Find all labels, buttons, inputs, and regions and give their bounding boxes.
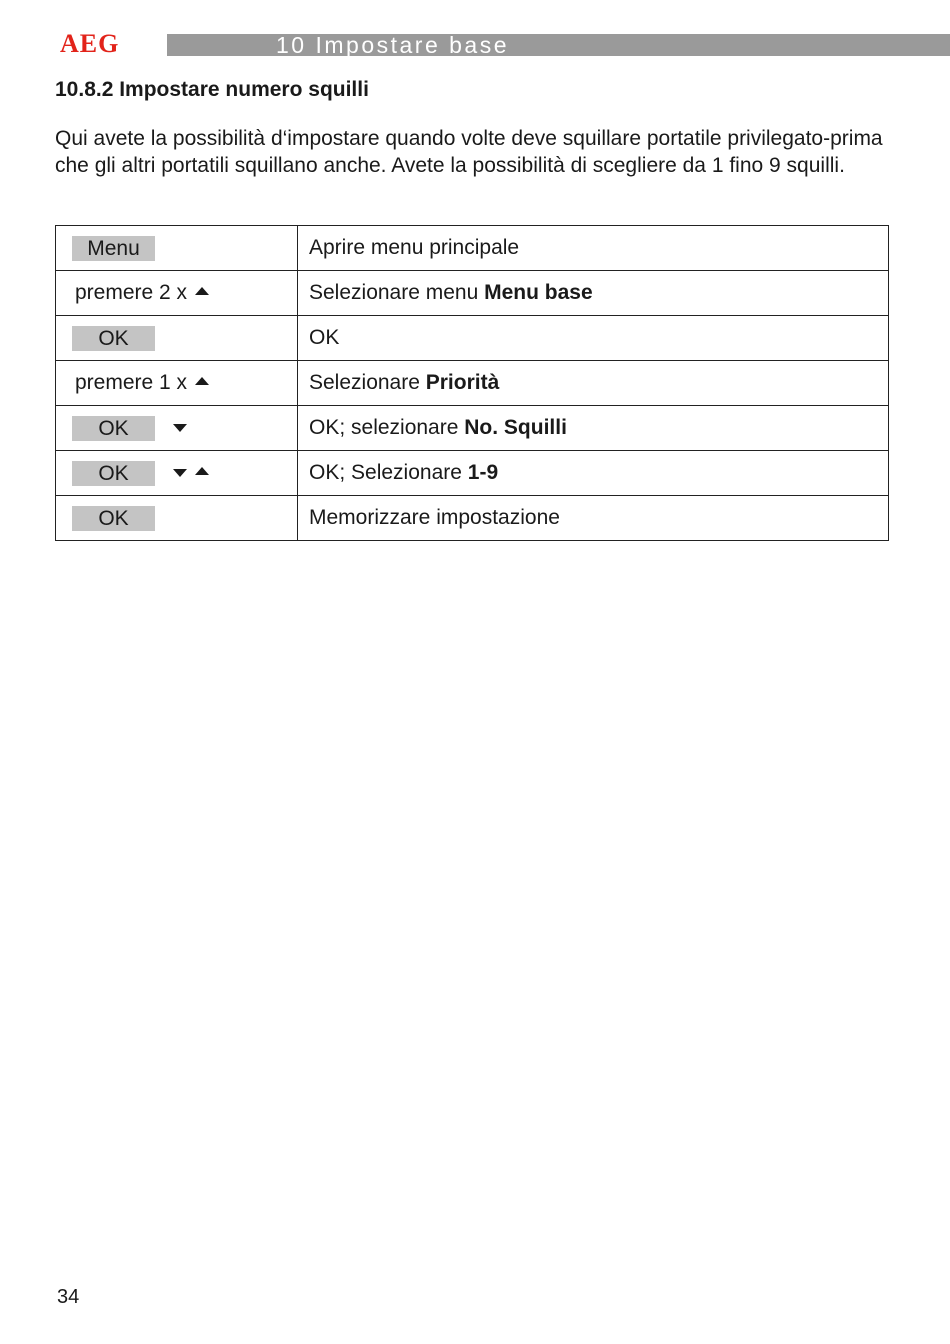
step-description: Memorizzare impostazione <box>309 506 560 529</box>
table-row <box>56 496 889 541</box>
table-row <box>56 316 889 361</box>
triangle-down-icon <box>173 424 187 432</box>
desc-cell <box>298 361 889 406</box>
step-description-bold: 1-9 <box>467 461 499 484</box>
desc-cell <box>298 226 889 271</box>
chapter-title: 10 Impostare base <box>276 32 510 58</box>
ok-key: OK <box>72 326 155 351</box>
key-cell <box>56 226 298 271</box>
step-description-bold: Menu base <box>484 281 593 304</box>
desc-cell <box>298 271 889 316</box>
ok-key: OK <box>72 416 155 441</box>
desc-cell <box>298 316 889 361</box>
step-description: Selezionare menu <box>309 281 485 304</box>
desc-cell <box>298 451 889 496</box>
step-description: OK; selezionare <box>309 416 465 439</box>
table-row <box>56 226 889 271</box>
step-description-bold: No. Squilli <box>464 416 567 439</box>
triangle-up-icon <box>195 377 209 385</box>
step-description: Aprire menu principale <box>309 236 520 259</box>
ok-key: OK <box>72 461 155 486</box>
key-cell <box>56 451 298 496</box>
key-instruction: premere 1 x <box>75 371 188 395</box>
key-cell <box>56 271 298 316</box>
step-description: Selezionare <box>309 371 426 394</box>
steps-table <box>55 225 889 541</box>
section-title: 10.8.2 Impostare numero squilli <box>55 78 369 101</box>
triangle-down-icon <box>173 469 187 477</box>
triangle-up-icon <box>195 467 209 475</box>
desc-cell <box>298 496 889 541</box>
table-row <box>56 361 889 406</box>
key-cell <box>56 406 298 451</box>
ok-key: OK <box>72 506 155 531</box>
aeg-logo: AEG <box>60 29 120 58</box>
triangle-up-icon <box>195 287 209 295</box>
key-cell <box>56 496 298 541</box>
key-cell <box>56 316 298 361</box>
menu-key: Menu <box>72 236 155 261</box>
key-instruction: premere 2 x <box>75 281 188 305</box>
table-row <box>56 271 889 316</box>
key-cell <box>56 361 298 406</box>
table-row <box>56 451 889 496</box>
intro-paragraph: Qui avete la possibilità d‘impostare quando volte deve squillare portatile privilegato-prima che gli altri portatili squillano anche. Avete la possibilità di scegliere da 1 fino 9 squilli. <box>55 127 883 177</box>
step-description: OK <box>309 326 340 349</box>
chapter-header-bar <box>167 34 950 56</box>
step-description-bold: Priorità <box>425 371 500 394</box>
desc-cell <box>298 406 889 451</box>
step-description: OK; Selezionare <box>309 461 468 484</box>
page-number: 34 <box>57 1286 80 1308</box>
table-row <box>56 406 889 451</box>
